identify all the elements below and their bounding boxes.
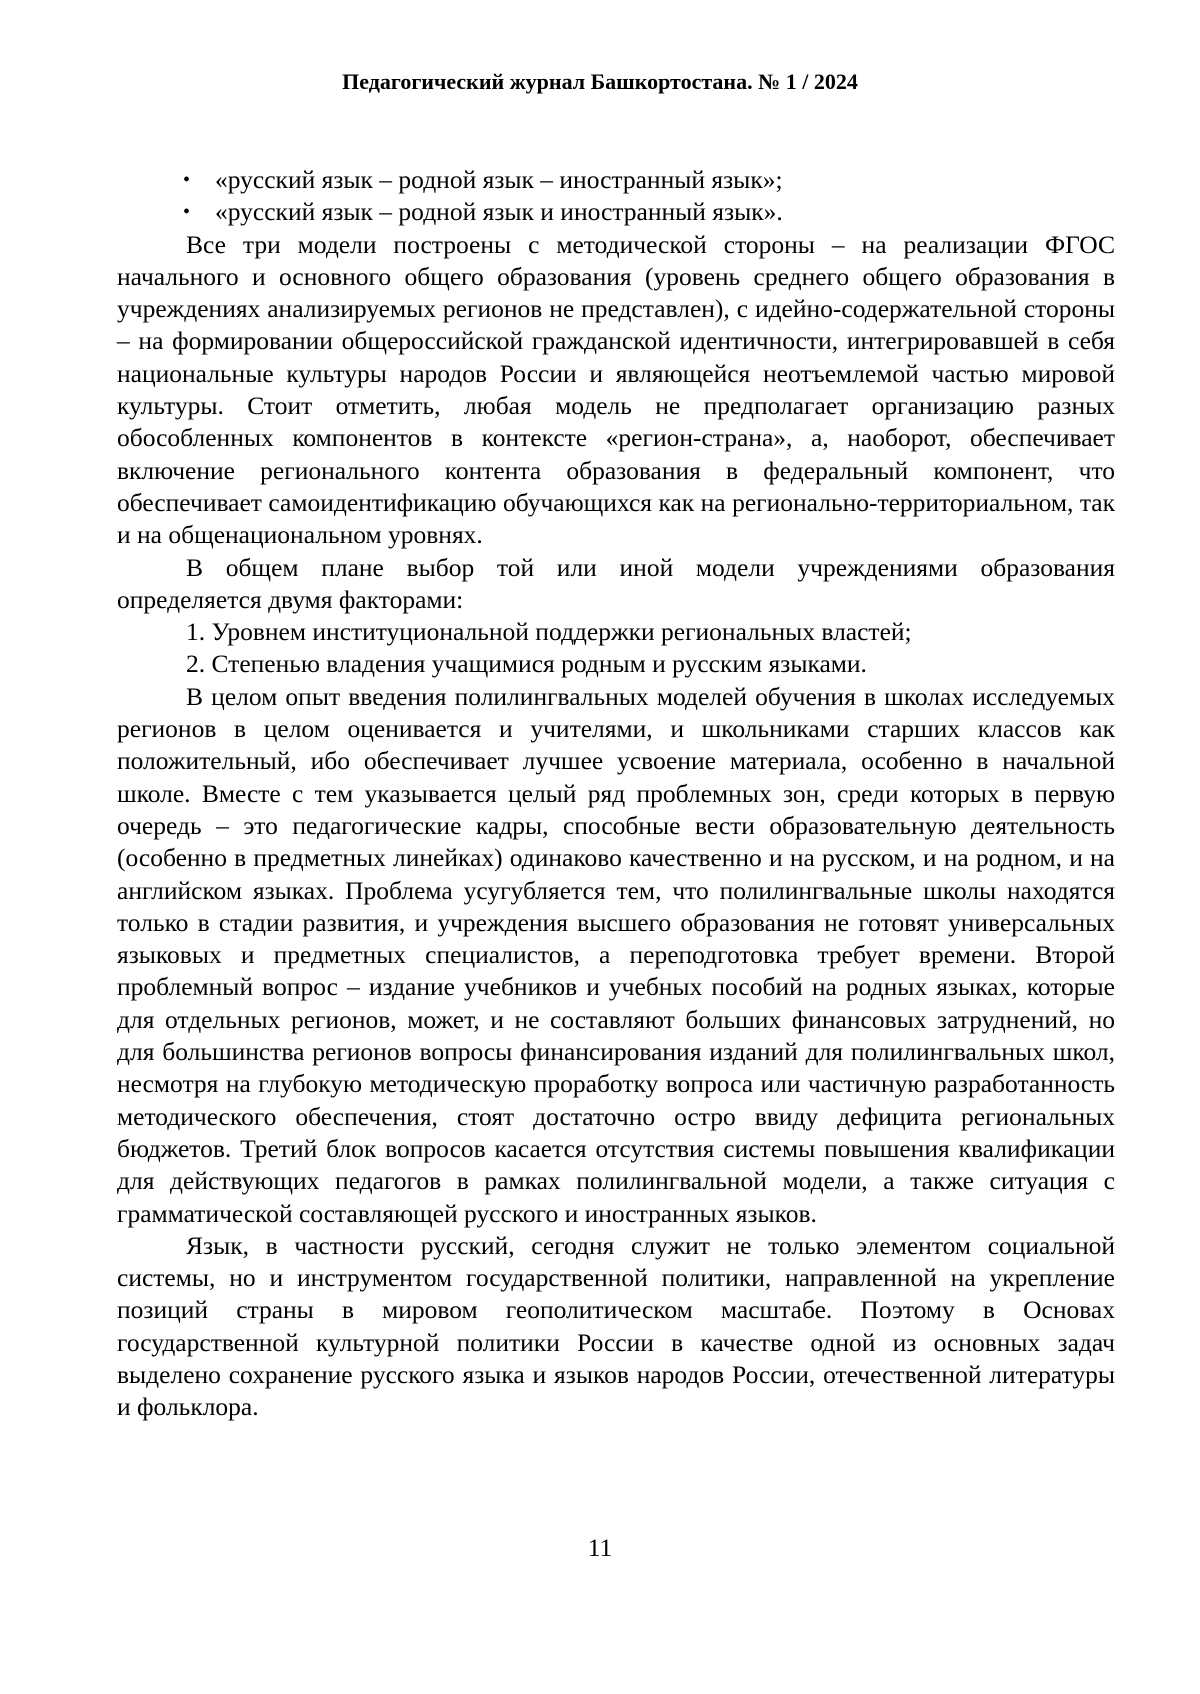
list-item [117,164,1115,196]
list-item [117,196,1115,228]
bullet-icon: • [183,169,191,191]
model-list [117,164,1115,229]
paragraph-language-policy: Язык, в частности русский, сегодня служит не только элементом социальной системы, но и инструментом государственной политики, направленной на укрепление позиций страны в мировом геополитическом масштабе. Поэтому в Основах государственной культурной политики России в качестве одной из основных задач выделено сохранение русского языка и языков народов России, отечественной литературы и фольклора. [117,1230,1115,1422]
paragraph-experience: В целом опыт введения полилингвальных моделей обучения в школах исследуемых регионов в целом оценивается и учителями, и школьниками старших классов как положительный, ибо обеспечивает лучшее усвоение материала, особенно в начальной школе. Вместе с тем указывается целый ряд проблемных зон, среди которых в первую очередь – это педагогические кадры, способные вести образовательную деятельность (особенно в предметных линейках) одинаково качественно и на русском, и на родном, и на английском языках. Проблема усугубляется тем, что полилингвальные школы находятся только в стадии развития, и учреждения высшего образования не готовят универсальных языковых и предметных специалистов, а переподготовка требует времени. Второй проблемный вопрос – издание учебников и учебных пособий на родных языках, которые для отдельных регионов, может, и не составляют больших финансовых затруднений, но для большинства регионов вопросы финансирования изданий для полилингвальных школ, несмотря на глубокую методическую проработку вопроса или частичную разработанность методического обеспечения, стоят достаточно остро ввиду дефицита региональных бюджетов. Третий блок вопросов касается отсутствия системы повышения квалификации для действующих педагогов в рамках полилингвальной модели, а также ситуация с грамматической составляющей русского и иностранных языков. [117,681,1115,1228]
paragraph-models: Все три модели построены с методической стороны – на реализации ФГОС начального и основного общего образования (уровень среднего общего образования в учреждениях анализируемых регионов не представлен), с идейно-содержательной стороны – на формировании общероссийской гражданской идентичности, интегрировавшей в себя национальные культуры народов России и являющейся неотъемлемой частью мировой культуры. Стоит отметить, любая модель не предполагает организацию разных обособленных компонентов в контексте «регион-страна», а, наоборот, обеспечивает включение регионального контента образования в федеральный компонент, что обеспечивает самоидентификацию обучающихся как на регионально-территориальном, так и на общенациональном уровнях. [117,229,1115,550]
factor-item-2: 2. Степенью владения учащимися родным и русским языками. [186,649,867,679]
factor-item-1: 1. Уровнем институциональной поддержки региональных властей; [186,617,912,647]
paragraph-factors-intro: В общем плане выбор той или иной модели учреждениями образования определяется двумя факторами: [117,552,1115,614]
list-item-text: «русский язык – родной язык – иностранный язык»; [215,165,783,194]
article-body [117,164,1115,1424]
bullet-icon: • [183,201,191,224]
journal-header: Педагогический журнал Башкортостана. № 1 / 2024 [342,69,858,94]
list-item-text: «русский язык – родной язык и иностранный язык». [215,197,783,227]
page-number: 11 [587,1533,613,1562]
